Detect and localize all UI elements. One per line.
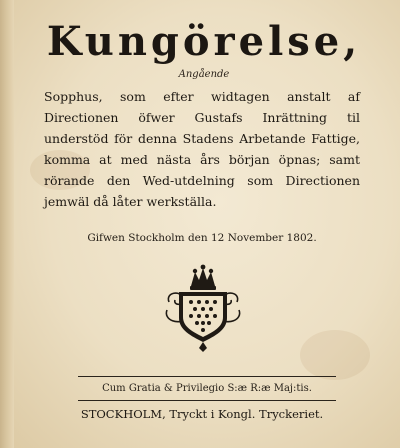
dateline: Gifwen Stockholm den 12 November 1802. — [87, 232, 317, 244]
imprint-line: STOCKHOLM, Tryckt i Kongl. Tryckeriet. — [80, 407, 324, 421]
top-rule — [78, 376, 336, 377]
book-spine-edge — [0, 0, 14, 448]
privilege-line: Cum Gratia & Privilegio S:æ R:æ Maj:tis. — [102, 383, 312, 394]
document-title: Kungörelse, — [46, 18, 362, 65]
document-subtitle: Angående — [178, 69, 230, 80]
crown-vignette-icon — [161, 262, 245, 352]
bottom-rule — [78, 400, 336, 401]
document-body: Sopphus, som efter widtagen anstalt af Directionen öfwer Gustafs Inrättning til understöd för denna Stadens Arbetande Fattige, komma at med nästa års början öpnas; samt rörande den Wed-utdelning som Directionen jemwäl då låter werkställa. — [44, 89, 360, 209]
paper-stain — [300, 330, 370, 380]
